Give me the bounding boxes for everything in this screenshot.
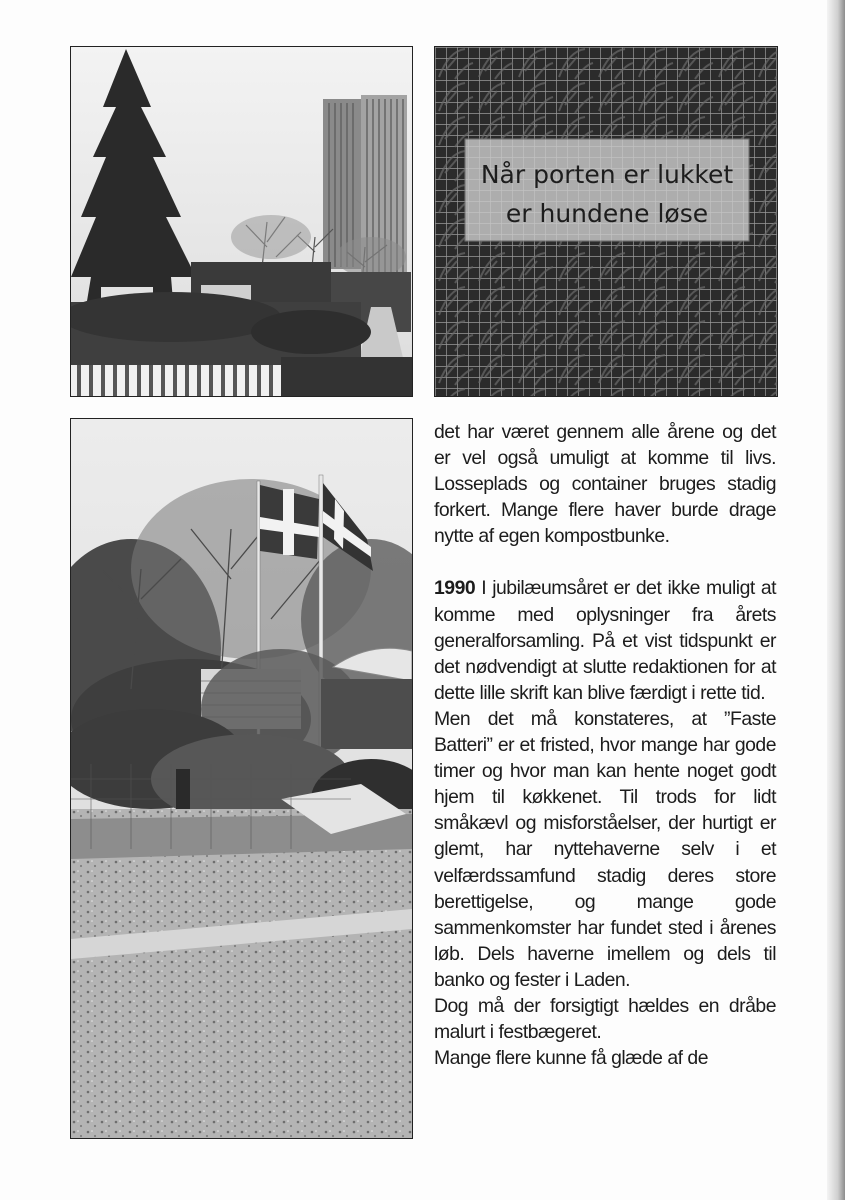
- photo-allotment-tower: [70, 46, 413, 397]
- year-heading-1990: 1990: [434, 577, 476, 600]
- paragraph-3: Men det må konstateres, at ”Faste Batteri” er et fristed, hvor mange har gode timer og hvor man kan hente noget godt hjem til køkkenet. Til trods for lidt småkævl og misforståelser, der hurtigt er glemt, har nyttehaverne selv i et velfærdssamfund stadig deres store berettigelse, og mange gode sammenkomster har fundet sted i årenes løb. Dels haverne imellem og dels til banko og fester i Laden.: [434, 707, 776, 991]
- paragraph-2: [434, 575, 776, 705]
- paragraph-4: Dog må der forsigtigt hældes en dråbe malurt i festbægeret.: [434, 994, 776, 1044]
- photo-gate-sign: [434, 46, 778, 397]
- paragraph-5: Mange flere kunne få glæde af de: [434, 1047, 708, 1070]
- sign-line-2: er hundene løse: [505, 199, 709, 228]
- paragraph-1: det har været gennem alle årene og det er vel også umuligt at komme til livs. Losseplads og container bruges stadig forkert. Mange flere haver burde drage nytte af egen kompostbunke.: [434, 421, 776, 548]
- photo-garden-flags: [70, 418, 413, 1139]
- paragraph-2-body: I jubilæumsåret er det ikke muligt at komme med oplysninger fra årets generalforsamling. På et vist tidspunkt er det nødvendigt at slutte redaktionen for at dette lille skrift kan blive færdigt i rette tid.: [434, 577, 776, 704]
- page-edge-shadow: [827, 0, 845, 1200]
- article-text: [434, 419, 776, 1071]
- sign-line-1: Når porten er lukket: [480, 160, 734, 189]
